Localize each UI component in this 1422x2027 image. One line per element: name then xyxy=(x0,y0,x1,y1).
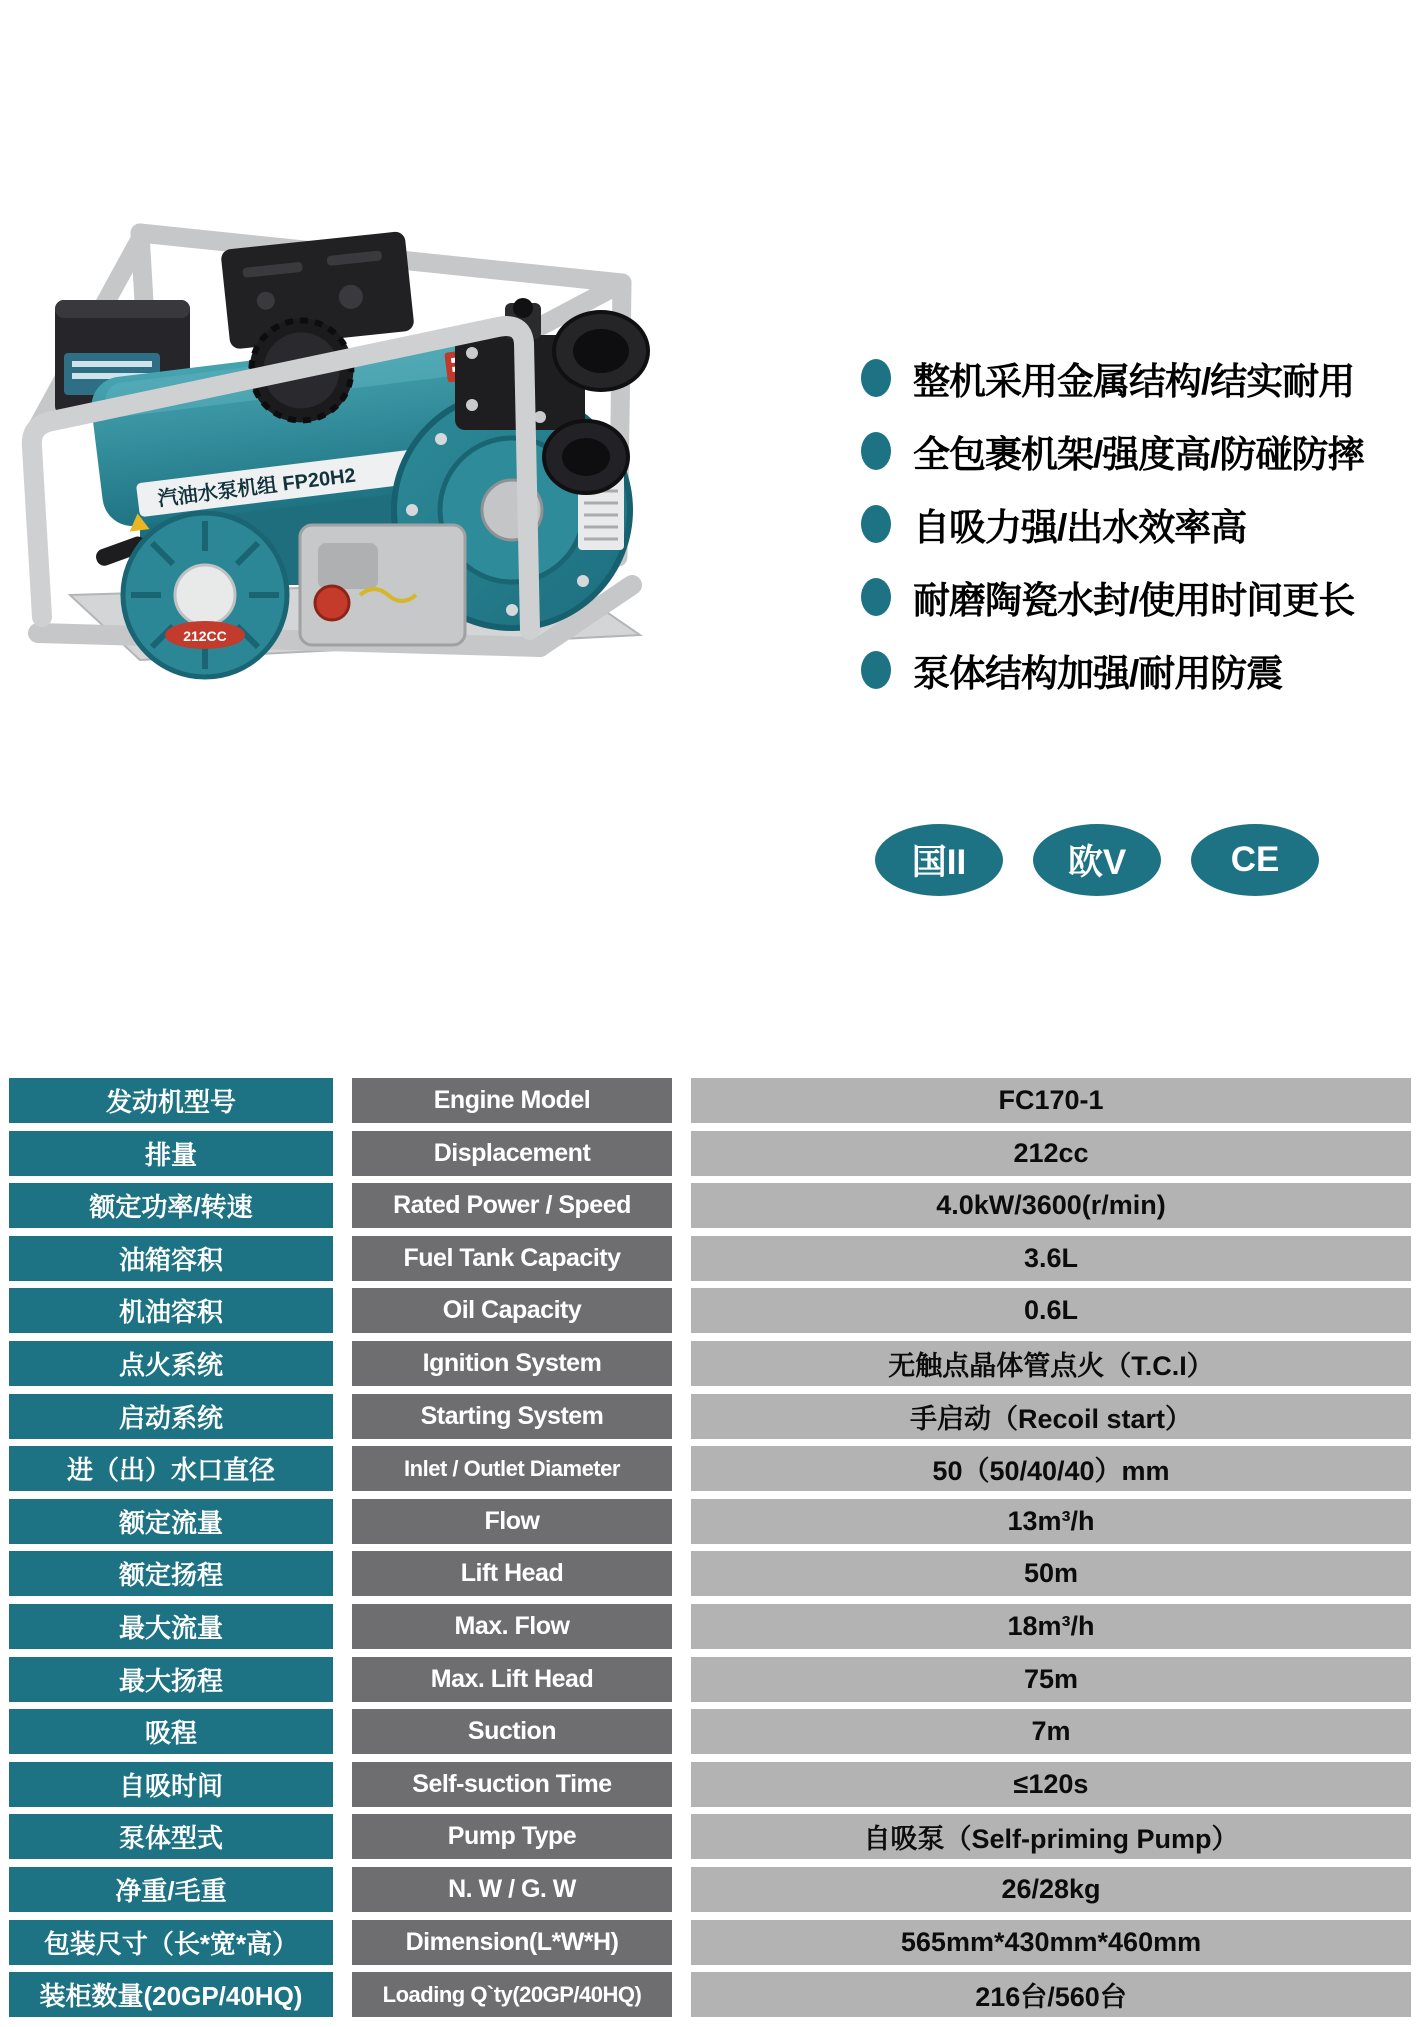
feature-item xyxy=(861,341,1421,414)
starter-label-text: 212CC xyxy=(183,628,227,644)
spec-label-cn: 油箱容积 xyxy=(9,1236,333,1281)
spec-label-en: Rated Power / Speed xyxy=(352,1183,672,1228)
spec-label-cn: 额定扬程 xyxy=(9,1551,333,1596)
spec-value: FC170-1 xyxy=(691,1078,1411,1123)
spec-label-en: Oil Capacity xyxy=(352,1288,672,1333)
spec-label-cn: 进（出）水口直径 xyxy=(9,1446,333,1491)
spec-value: ≤120s xyxy=(691,1762,1411,1807)
feature-list xyxy=(861,341,1421,706)
spec-label-en: Pump Type xyxy=(352,1814,672,1859)
feature-item xyxy=(861,560,1421,633)
spec-label-en: Max. Flow xyxy=(352,1604,672,1649)
spec-label-en: N. W / G. W xyxy=(352,1867,672,1912)
spec-label-en: Fuel Tank Capacity xyxy=(352,1236,672,1281)
spec-value: 手启动（Recoil start） xyxy=(691,1394,1411,1439)
bullet-dot-icon xyxy=(861,359,891,397)
spec-table xyxy=(9,1078,1411,2017)
spec-label-cn: 额定流量 xyxy=(9,1499,333,1544)
spec-label-cn: 净重/毛重 xyxy=(9,1867,333,1912)
model-name: FP20H2 xyxy=(236,11,459,90)
spec-label-en: Loading Q`ty(20GP/40HQ) xyxy=(352,1972,672,2017)
spec-label-cn: 点火系统 xyxy=(9,1341,333,1386)
spec-value: 26/28kg xyxy=(691,1867,1411,1912)
bullet-dot-icon xyxy=(861,505,891,543)
spec-label-cn: 吸程 xyxy=(9,1709,333,1754)
badge-ce: CE xyxy=(1191,824,1319,896)
spec-value: 216台/560台 xyxy=(691,1972,1411,2017)
spec-label-en: Inlet / Outlet Diameter xyxy=(352,1446,672,1491)
spec-value: 50（50/40/40）mm xyxy=(691,1446,1411,1491)
tank-label-text: 汽油水泵机组 FP20H2 xyxy=(156,464,357,511)
recoil-starter xyxy=(94,513,287,677)
spec-label-en: Engine Model xyxy=(352,1078,672,1123)
feature-text: 自吸力强/出水效率高 xyxy=(913,506,1247,548)
spec-value: 212cc xyxy=(691,1131,1411,1176)
spec-label-en: Flow xyxy=(352,1499,672,1544)
spec-value: 75m xyxy=(691,1657,1411,1702)
spec-value: 13m³/h xyxy=(691,1499,1411,1544)
certification-badges xyxy=(875,824,1319,896)
spec-label-cn: 排量 xyxy=(9,1131,333,1176)
spec-label-cn: 发动机型号 xyxy=(9,1078,333,1123)
feature-item xyxy=(861,633,1421,706)
spec-label-en: Suction xyxy=(352,1709,672,1754)
spec-label-en: Max. Lift Head xyxy=(352,1657,672,1702)
bullet-dot-icon xyxy=(861,432,891,470)
crankcase xyxy=(300,525,465,645)
spec-value: 7m xyxy=(691,1709,1411,1754)
feature-text: 全包裹机架/强度高/防碰防摔 xyxy=(913,433,1364,475)
spec-label-en: Starting System xyxy=(352,1394,672,1439)
spec-label-cn: 最大流量 xyxy=(9,1604,333,1649)
spec-label-cn: 包装尺寸（长*宽*高） xyxy=(9,1920,333,1965)
spec-label-cn: 自吸时间 xyxy=(9,1762,333,1807)
spec-value: 565mm*430mm*460mm xyxy=(691,1920,1411,1965)
bullet-dot-icon xyxy=(861,651,891,689)
spec-value: 50m xyxy=(691,1551,1411,1596)
spec-label-cn: 泵体型式 xyxy=(9,1814,333,1859)
feature-text: 泵体结构加强/耐用防震 xyxy=(913,652,1283,694)
spec-label-cn: 装柜数量(20GP/40HQ) xyxy=(9,1972,333,2017)
feature-text: 整机采用金属结构/结实耐用 xyxy=(913,360,1355,402)
spec-value: 0.6L xyxy=(691,1288,1411,1333)
spec-label-cn: 启动系统 xyxy=(9,1394,333,1439)
spec-value: 18m³/h xyxy=(691,1604,1411,1649)
spec-label-cn: 最大扬程 xyxy=(9,1657,333,1702)
feature-item xyxy=(861,487,1421,560)
spec-label-en: Displacement xyxy=(352,1131,672,1176)
feature-text: 耐磨陶瓷水封/使用时间更长 xyxy=(913,579,1355,621)
spec-label-en: Dimension(L*W*H) xyxy=(352,1920,672,1965)
spec-label-en: Lift Head xyxy=(352,1551,672,1596)
spec-label-cn: 额定功率/转速 xyxy=(9,1183,333,1228)
product-image xyxy=(0,165,650,805)
spec-value: 无触点晶体管点火（T.C.I） xyxy=(691,1341,1411,1386)
bullet-dot-icon xyxy=(861,578,891,616)
badge-euro-v: 欧V xyxy=(1033,824,1161,896)
spec-value: 4.0kW/3600(r/min) xyxy=(691,1183,1411,1228)
model-badge xyxy=(0,3,695,98)
spec-value: 自吸泵（Self-priming Pump） xyxy=(691,1814,1411,1859)
spec-label-en: Self-suction Time xyxy=(352,1762,672,1807)
badge-china-ii: 国II xyxy=(875,824,1003,896)
spec-label-en: Ignition System xyxy=(352,1341,672,1386)
feature-item xyxy=(861,414,1421,487)
spec-label-cn: 机油容积 xyxy=(9,1288,333,1333)
spec-value: 3.6L xyxy=(691,1236,1411,1281)
stop-switch xyxy=(315,586,349,620)
